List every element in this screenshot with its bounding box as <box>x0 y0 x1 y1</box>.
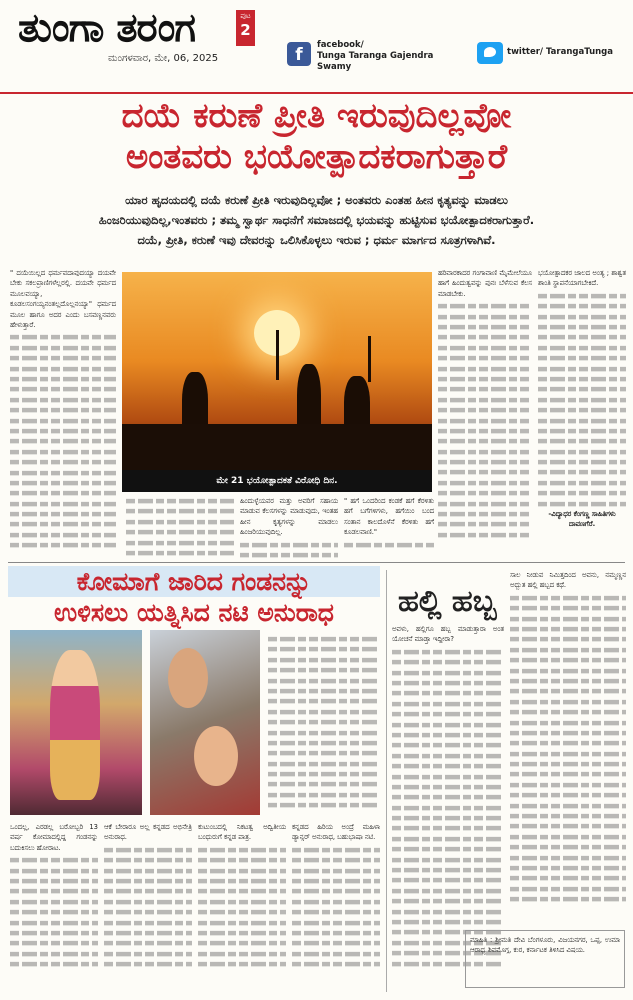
story3-column-2 <box>510 570 626 924</box>
body-text-line <box>438 470 532 475</box>
body-text-line <box>392 920 504 925</box>
lead-column-4 <box>344 496 434 558</box>
story2-column-1 <box>10 822 98 992</box>
body-text-line <box>292 962 380 967</box>
body-text-line <box>126 499 234 504</box>
body-text-line <box>510 887 626 892</box>
body-text-line <box>510 668 626 673</box>
body-text-line <box>104 868 192 873</box>
body-text-line <box>510 689 626 694</box>
body-text-line <box>10 920 98 925</box>
body-text-line <box>392 868 504 873</box>
body-text-line <box>392 847 504 852</box>
body-text-line <box>438 522 532 527</box>
body-text-line <box>10 470 116 475</box>
facebook-handle <box>317 40 437 73</box>
story3-source-note <box>465 930 625 988</box>
lead-headline <box>8 96 625 178</box>
body-text-line <box>10 460 116 465</box>
body-text-line <box>268 803 380 808</box>
story2-col3-text: ಕುಟುಂಬದಲ್ಲಿ ನಿಕಟತ್ವ ಅದ್ವಿತೀಯ ಬಂಧುರುಗೆ ಕನ್ನಡ ಪಾತ್ರ. <box>198 823 286 842</box>
body-text-line <box>198 858 286 863</box>
body-text-line <box>510 824 626 829</box>
body-text-line <box>438 512 532 517</box>
body-text-line <box>392 889 504 894</box>
body-text-line <box>538 450 626 455</box>
body-text-line <box>198 931 286 936</box>
body-text-line <box>510 710 626 715</box>
body-text-line <box>10 543 116 548</box>
body-text-line <box>438 356 532 361</box>
body-text-line <box>104 941 192 946</box>
body-text-line <box>510 814 626 819</box>
body-text-line <box>10 346 116 351</box>
body-text-line <box>392 857 504 862</box>
ground-silhouette <box>122 424 432 470</box>
body-text-line <box>292 920 380 925</box>
body-text-line <box>510 793 626 798</box>
body-text-line <box>10 533 116 538</box>
story3-col2-text: ಸಾಲ ನೀಡುವ ನಿಮಿತ್ತದಿಂದ ಅವನು, ನಮ್ಮಣ್ಣನ ಅದ್ಬುತ ಹಲ್ಲಿ ಹಬ್ಬದ ಕಥೆ. <box>510 571 626 590</box>
body-text-line <box>510 762 626 767</box>
woman-face <box>194 726 238 786</box>
lead-col3-text: ಹಿಂದುಳ್ಳೆಯವರ ಮತ್ತು ಅವರಿಗೆ ಸಹಾಯ ಮಾಡುವ ಕೆಲಸಗಳನ್ನು ಮಾಡುವುದು, ಇಂತಹ ಹೀನ ಕೃತ್ಯಗಳನ್ನು ಮಾಡಲು ಹಿಂಜರಿಯುವುದಿಲ್ಲ. <box>240 497 338 537</box>
body-text-line <box>438 387 532 392</box>
body-text-line <box>392 681 504 686</box>
body-text-line <box>10 962 98 967</box>
body-text-line <box>10 450 116 455</box>
body-text-line <box>10 356 116 361</box>
facebook-icon: f <box>287 42 311 66</box>
body-text-line <box>292 868 380 873</box>
story2-column-top <box>268 634 380 816</box>
body-text-line <box>198 941 286 946</box>
body-text-line <box>10 439 116 444</box>
body-text-line <box>392 837 504 842</box>
body-text-line <box>538 387 626 392</box>
body-text-line <box>10 491 116 496</box>
body-text-line <box>510 679 626 684</box>
body-text-line <box>538 335 626 340</box>
body-text-line <box>268 689 380 694</box>
body-text-line <box>292 931 380 936</box>
story2-column-3 <box>198 822 286 992</box>
story2-column-4 <box>292 822 380 992</box>
body-text-line <box>198 900 286 905</box>
body-text-line <box>538 429 626 434</box>
lead-column-3 <box>240 496 338 558</box>
body-text-line <box>292 910 380 915</box>
body-text-line <box>10 900 98 905</box>
body-text-line <box>10 858 98 863</box>
body-text-line <box>510 772 626 777</box>
body-text-line <box>538 356 626 361</box>
body-text-line <box>10 429 116 434</box>
body-text-line <box>292 879 380 884</box>
body-text-line <box>104 952 192 957</box>
newspaper-logo: ತುಂಗಾ ತರಂಗ <box>18 4 196 51</box>
body-text-line <box>10 418 116 423</box>
body-text-line <box>538 408 626 413</box>
body-text-line <box>292 848 380 853</box>
body-text-line <box>538 366 626 371</box>
body-text-line <box>510 845 626 850</box>
body-text-line <box>392 670 504 675</box>
body-text-line <box>104 879 192 884</box>
facebook-name: Tunga Taranga Gajendra Swamy <box>317 51 434 72</box>
body-text-line <box>268 793 380 798</box>
lead-col1-text: " ದಯೆಯಿಲ್ಲದ ಧರ್ಮವದಾವುದಯ್ಯಾ ದಯವೇ ಬೇಕು ಸಕಲಪ್ರಾಣಿಗಳೆಲ್ಲರಲ್ಲಿ. ದಯವೇ ಧರ್ಮದ ಮೂಲವಯ್ಯಾ, ಕೂಡಲಸಂಗಯ್ಯನಂತಲ್ಲದೊಲ್ಲನಯ್ಯಾ" ಧರ್ಮದ ಮೂಲ ಹಾಗೂ ಅದರ ಎಂದು ಬಸವಣ್ಣನವರು ಹೇಳುತ್ತಾರೆ. <box>10 269 116 330</box>
body-text-line <box>392 795 504 800</box>
lead-column-5 <box>438 268 532 558</box>
body-text-line <box>438 418 532 423</box>
body-text-line <box>392 754 504 759</box>
body-text-line <box>510 783 626 788</box>
body-text-line <box>538 346 626 351</box>
facebook-label: facebook/ <box>317 40 364 50</box>
body-text-line <box>198 920 286 925</box>
body-text-line <box>268 741 380 746</box>
body-text-line <box>438 501 532 506</box>
body-text-line <box>10 366 116 371</box>
body-text-line <box>268 772 380 777</box>
body-text-line <box>268 751 380 756</box>
body-text-line <box>510 866 626 871</box>
body-text-line <box>392 806 504 811</box>
story2-col4-text: ಕನ್ನಡದ ಹಿರಿಯ ಅಂದ್ರೆ ಮಹಿಳಾ ಡ್ಯಾನ್ಸರ್ ಅನುರಾಧ, ಬಹುಭಾಷಾ ನಟಿ. <box>292 823 380 842</box>
body-text-line <box>392 743 504 748</box>
body-text-line <box>392 712 504 717</box>
body-text-line <box>10 868 98 873</box>
body-text-line <box>510 720 626 725</box>
masthead <box>0 0 633 92</box>
body-text-line <box>10 910 98 915</box>
column-divider <box>386 570 387 992</box>
body-text-line <box>126 509 234 514</box>
body-text-line <box>538 294 626 299</box>
body-text-line <box>538 439 626 444</box>
body-text-line <box>292 858 380 863</box>
section-divider <box>8 562 625 563</box>
body-text-line <box>438 335 532 340</box>
rifle-silhouette <box>368 336 371 382</box>
body-text-line <box>292 941 380 946</box>
body-text-line <box>268 637 380 642</box>
dateline: ಮಂಗಳವಾರ, ಮೇ, 06, 2025 <box>108 53 219 64</box>
body-text-line <box>10 941 98 946</box>
body-text-line <box>438 346 532 351</box>
lead-sub-line2: ಹಿಂಜರಿಯುವುದಿಲ್ಲ,ಇಂತವರು ; ತಮ್ಮ ಸ್ವಾರ್ಥ ಸಾಧನೆಗೆ ಸಮಾಜದಲ್ಲಿ ಭಯವನ್ನು ಹುಟ್ಟಿಸುವ ಭಯೋತ್ಪಾದಕರಾಗುತ್ತಾರೆ. <box>98 213 535 227</box>
body-text-line <box>240 553 338 558</box>
lead-sub-line1: ಯಾರ ಹೃದಯದಲ್ಲಿ ದಯೆ ಕರುಣೆ ಪ್ರೀತಿ ಇರುವುದಿಲ್ಲವೋ ; ಅಂತವರು ಎಂತಹ ಹೀನ ಕೃತ್ಯವನ್ನು ಮಾಡಲು <box>125 193 508 207</box>
body-text-line <box>10 398 116 403</box>
body-text-line <box>392 722 504 727</box>
body-text-line <box>438 460 532 465</box>
story3-note-text: ಮಾಹಿತಿ : ಶ್ರೀಮತಿ ದೇವಿ ಬೆಂಗಳೂರು, ವಿಜಯನಗರ, ಒಪ್ಪ, ಉಮಾ ಆರಾಧ್ಯ ಶಿವಮೊಗ್ಗ, ಕುರ, ಕರ್ನಾಟಕ ತಿಳಿಸಿದ ವಿಷಯ. <box>470 936 620 955</box>
page-number: 2 <box>240 21 251 39</box>
body-text-line <box>538 304 626 309</box>
body-text-line <box>104 900 192 905</box>
body-text-line <box>392 816 504 821</box>
body-text-line <box>104 889 192 894</box>
body-text-line <box>10 952 98 957</box>
twitter-handle: twitter/ TarangaTunga <box>507 47 614 57</box>
body-text-line <box>198 952 286 957</box>
body-text-line <box>438 314 532 319</box>
body-text-line <box>292 889 380 894</box>
body-text-line <box>198 879 286 884</box>
body-text-line <box>10 889 98 894</box>
body-text-line <box>510 648 626 653</box>
lead-sub-line3: ದಯೆ, ಪ್ರೀತಿ, ಕರುಣೆ ಇವು ದೇವರನ್ನು ಒಲಿಸಿಕೊಳ್ಳಲು ಇರುವ ; ಧರ್ಮ ಮಾರ್ಗದ ಸೂತ್ರಗಳಾಗಿವೆ. <box>137 233 496 247</box>
body-text-line <box>510 855 626 860</box>
body-text-line <box>104 848 192 853</box>
body-text-line <box>392 660 504 665</box>
body-text-line <box>268 647 380 652</box>
lead-col5-text: ಹರಿವಾರಕಾದರ ಗಂಗಾವಾಣಿ ಮೈಮೇಲೆಯೂ ಹಾಗೆ ಹಿಂದುತ್ವವನ್ನು ಪುನಃ ಬೆಳೆಸುವ ಕೆಲಸ ಮಾಡಬೇಕು. <box>438 269 532 298</box>
body-text-line <box>438 325 532 330</box>
body-text-line <box>10 931 98 936</box>
body-text-line <box>438 491 532 496</box>
body-text-line <box>510 700 626 705</box>
body-text-line <box>268 658 380 663</box>
body-text-line <box>538 460 626 465</box>
body-text-line <box>438 481 532 486</box>
body-text-line <box>10 335 116 340</box>
body-text-line <box>438 450 532 455</box>
body-text-line <box>198 868 286 873</box>
body-text-line <box>10 481 116 486</box>
rifle-silhouette <box>276 330 279 380</box>
dancer-photo <box>10 630 142 815</box>
body-text-line <box>126 530 234 535</box>
body-text-line <box>538 491 626 496</box>
story3-headline: ಹಲ್ಲಿ ಹಬ್ಬ <box>398 584 497 619</box>
twitter-icon <box>477 42 503 64</box>
body-text-line <box>268 762 380 767</box>
story2-col2-text: ಆಕೆ ಬೇರಾರೂ ಅಲ್ಲ ಕನ್ನಡದ ಅಭಿನೇತ್ರಿ ಅನುರಾಧ. <box>104 823 192 842</box>
body-text-line <box>126 520 234 525</box>
body-text-line <box>510 876 626 881</box>
body-text-line <box>438 377 532 382</box>
body-text-line <box>10 512 116 517</box>
story3-col1-text: ಅವಳು, ಹಲ್ಲಿಗೂ ಹಬ್ಬ ಮಾಡುತ್ತಾರಾ ಅಂತ ಯೋಚನೆ ಮಾಡ್ತಾ ಇದ್ದೀರಾ? <box>392 625 504 644</box>
body-text-line <box>268 720 380 725</box>
lead-photo <box>122 272 432 470</box>
body-text-line <box>10 408 116 413</box>
body-text-line <box>292 952 380 957</box>
body-text-line <box>292 900 380 905</box>
body-text-line <box>438 429 532 434</box>
body-text-line <box>392 650 504 655</box>
body-text-line <box>392 878 504 883</box>
lead-column-1 <box>10 268 116 558</box>
body-text-line <box>392 899 504 904</box>
body-text-line <box>392 691 504 696</box>
body-text-line <box>538 470 626 475</box>
body-text-line <box>268 699 380 704</box>
lead-headline-line2: ಅಂತವರು ಭಯೋತ್ಪಾದಕರಾಗುತ್ತಾರೆ <box>125 137 508 177</box>
page-label: ಪುಟ <box>240 12 251 20</box>
body-text-line <box>344 542 434 547</box>
body-text-line <box>538 325 626 330</box>
body-text-line <box>538 501 626 506</box>
lead-col4-text: " ಹಗೆ ಒಂದರಿಂದ ಕಂಡಕೆ ಹಗೆ ಕೆರಳಿತು ಹಗೆ ಬಗೆಗಳಿಗಳು, ಹಗೆಯಿಂ ಬಂದ ಸಂತಾನ ಕಾಲದೊಳೆನೆ ಕೆರಳಿತು ಹಗೆ ಕೂಡಲವಾಣಿ." <box>344 497 434 537</box>
body-text-line <box>392 909 504 914</box>
body-text-line <box>438 304 532 309</box>
body-text-line <box>198 962 286 967</box>
body-text-line <box>510 606 626 611</box>
body-text-line <box>438 439 532 444</box>
lead-column-6 <box>538 268 626 558</box>
body-text-line <box>510 616 626 621</box>
body-text-line <box>392 764 504 769</box>
body-text-line <box>538 481 626 486</box>
couple-photo <box>150 630 260 815</box>
body-text-line <box>104 962 192 967</box>
body-text-line <box>268 668 380 673</box>
body-text-line <box>538 377 626 382</box>
body-text-line <box>126 540 234 545</box>
body-text-line <box>510 897 626 902</box>
body-text-line <box>438 398 532 403</box>
body-text-line <box>538 314 626 319</box>
lead-col6-text: ಭಯೋತ್ಪಾದಕರ ಜಾಲದ ಅಂತ್ಯ ; ಶಾಶ್ವತ ಶಾಂತಿ ಸ್ಥಾಪನೆಯಾಗಬೇಕಿದೆ. <box>538 269 626 288</box>
body-text-line <box>510 803 626 808</box>
page-number-badge <box>236 10 255 46</box>
body-text-line <box>104 931 192 936</box>
body-text-line <box>510 637 626 642</box>
body-text-line <box>104 920 192 925</box>
body-text-line <box>510 658 626 663</box>
body-text-line <box>10 377 116 382</box>
story2-headline <box>8 566 380 628</box>
story2-column-2 <box>104 822 192 992</box>
body-text-line <box>268 730 380 735</box>
body-text-line <box>240 542 338 547</box>
lead-column-2 <box>126 496 234 558</box>
body-text-line <box>392 774 504 779</box>
body-text-line <box>392 733 504 738</box>
body-text-line <box>126 551 234 556</box>
body-text-line <box>268 678 380 683</box>
body-text-line <box>438 533 532 538</box>
body-text-line <box>510 752 626 757</box>
body-text-line <box>392 702 504 707</box>
body-text-line <box>10 522 116 527</box>
body-text-line <box>268 782 380 787</box>
lead-headline-line1: ದಯೆ ಕರುಣೆ ಪ್ರೀತಿ ಇರುವುದಿಲ್ಲವೋ <box>121 96 512 136</box>
lead-byline: -ವಿದ್ಯಾಧರ ಕೆಂಗಣ್ಣ ಸಾಹಿತಿಗಳು ದಾವಣಗೆರೆ. <box>548 510 616 529</box>
body-text-line <box>104 858 192 863</box>
body-text-line <box>510 741 626 746</box>
dancer-figure <box>50 650 100 800</box>
body-text-line <box>10 387 116 392</box>
body-text-line <box>10 879 98 884</box>
body-text-line <box>392 826 504 831</box>
lead-subheadline <box>10 190 623 250</box>
body-text-line <box>104 910 192 915</box>
lead-photo-caption: ಮೇ 21 ಭಯೋತ್ಪಾದಕತೆ ವಿರೋಧಿ ದಿನ. <box>122 470 432 492</box>
story2-col1-text: ಒಂದಲ್ಲ, ಎರಡಲ್ಲ ಬರೋಬ್ಬರಿ 13 ವರ್ಷ ಕೋಮಾದಲ್ಲಿದ್ದ ಗಂಡನನ್ನು ಬದುಕಿಸಲು ಹೋರಾಟ. <box>10 823 98 852</box>
body-text-line <box>10 502 116 507</box>
body-text-line <box>438 366 532 371</box>
man-face <box>168 648 208 708</box>
body-text-line <box>392 785 504 790</box>
body-text-line <box>198 910 286 915</box>
story2-headline-line2: ಉಳಿಸಲು ಯತ್ನಿಸಿದ ನಟಿ ಅನುರಾಧ <box>54 598 334 627</box>
body-text-line <box>538 418 626 423</box>
body-text-line <box>510 596 626 601</box>
body-text-line <box>198 889 286 894</box>
masthead-divider <box>0 92 633 94</box>
story2-headline-line1: ಕೋಮಾಗೆ ಜಾರಿದ ಗಂಡನನ್ನು <box>8 566 380 597</box>
body-text-line <box>538 398 626 403</box>
body-text-line <box>268 710 380 715</box>
body-text-line <box>510 627 626 632</box>
body-text-line <box>510 731 626 736</box>
body-text-line <box>438 408 532 413</box>
body-text-line <box>198 848 286 853</box>
body-text-line <box>510 835 626 840</box>
